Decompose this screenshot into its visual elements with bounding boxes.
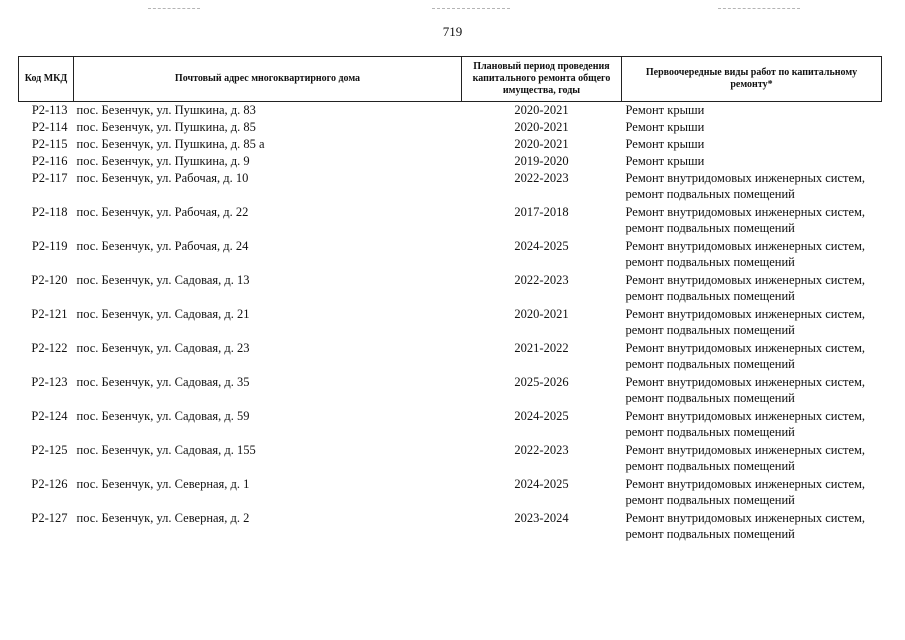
- row-address: пос. Безенчук, ул. Пушкина, д. 85: [76, 120, 256, 134]
- row-works: [622, 102, 882, 120]
- works-line-1: Ремонт крыши: [625, 120, 705, 134]
- header-code: Код МКД: [19, 57, 74, 102]
- row-works: [622, 136, 882, 153]
- row-code: Р2-127: [31, 511, 68, 525]
- row-period: 2021-2022: [514, 341, 569, 355]
- row-address: пос. Безенчук, ул. Садовая, д. 35: [76, 375, 250, 389]
- row-code: Р2-125: [31, 443, 68, 457]
- row-code: Р2-123: [31, 375, 68, 389]
- row-works: [622, 119, 882, 136]
- table-row: [19, 204, 882, 238]
- table-row: [19, 170, 882, 204]
- row-code: Р2-117: [31, 171, 68, 185]
- row-address: пос. Безенчук, ул. Пушкина, д. 85 а: [76, 137, 265, 151]
- row-code: Р2-114: [31, 120, 68, 134]
- row-address: пос. Безенчук, ул. Пушкина, д. 83: [76, 103, 256, 117]
- works-line-1: Ремонт внутридомовых инженерных систем,: [625, 239, 866, 253]
- works-line-1: Ремонт внутридомовых инженерных систем,: [625, 341, 866, 355]
- table-row: [19, 102, 882, 120]
- row-address: пос. Безенчук, ул. Садовая, д. 155: [76, 443, 256, 457]
- row-works: [622, 153, 882, 170]
- works-line-1: Ремонт внутридомовых инженерных систем,: [625, 375, 866, 389]
- works-line-2: ремонт подвальных помещений: [625, 221, 795, 235]
- table-row: [19, 136, 882, 153]
- row-address: пос. Безенчук, ул. Рабочая, д. 24: [76, 239, 249, 253]
- row-works: [622, 170, 882, 204]
- works-line-2: ремонт подвальных помещений: [625, 527, 795, 541]
- scan-artifact-center: [432, 8, 510, 9]
- table-row: [19, 442, 882, 476]
- table-row: [19, 510, 882, 544]
- works-line-2: ремонт подвальных помещений: [625, 323, 795, 337]
- scan-artifact-left: [148, 8, 200, 9]
- header-period: Плановый период проведения капитального ремонта общего имущества, годы: [462, 57, 622, 102]
- works-line-2: ремонт подвальных помещений: [625, 187, 795, 201]
- table-row: [19, 238, 882, 272]
- works-line-1: Ремонт крыши: [625, 137, 705, 151]
- row-works: [622, 476, 882, 510]
- table-body: [19, 102, 882, 545]
- table-row: [19, 272, 882, 306]
- works-line-1: Ремонт внутридомовых инженерных систем,: [625, 443, 866, 457]
- row-address: пос. Безенчук, ул. Северная, д. 2: [76, 511, 250, 525]
- row-code: Р2-113: [31, 103, 68, 117]
- row-period: 2020-2021: [514, 103, 569, 117]
- table-row: [19, 306, 882, 340]
- row-address: пос. Безенчук, ул. Пушкина, д. 9: [76, 154, 250, 168]
- row-works: [622, 272, 882, 306]
- row-period: 2024-2025: [514, 409, 569, 423]
- row-code: Р2-116: [31, 154, 68, 168]
- header-address: Почтовый адрес многоквартирного дома: [74, 57, 462, 102]
- works-line-2: ремонт подвальных помещений: [625, 391, 795, 405]
- row-period: 2024-2025: [514, 477, 569, 491]
- row-address: пос. Безенчук, ул. Рабочая, д. 10: [76, 171, 249, 185]
- row-address: пос. Безенчук, ул. Садовая, д. 21: [76, 307, 250, 321]
- works-line-2: ремонт подвальных помещений: [625, 357, 795, 371]
- row-works: [622, 306, 882, 340]
- row-address: пос. Безенчук, ул. Садовая, д. 13: [76, 273, 250, 287]
- row-period: 2020-2021: [514, 120, 569, 134]
- row-period: 2017-2018: [514, 205, 569, 219]
- row-period: 2019-2020: [514, 154, 569, 168]
- row-works: [622, 238, 882, 272]
- table-row: [19, 340, 882, 374]
- works-line-2: ремонт подвальных помещений: [625, 255, 795, 269]
- works-line-1: Ремонт внутридомовых инженерных систем,: [625, 307, 866, 321]
- row-period: 2025-2026: [514, 375, 569, 389]
- works-line-1: Ремонт внутридомовых инженерных систем,: [625, 273, 866, 287]
- row-period: 2024-2025: [514, 239, 569, 253]
- row-code: Р2-121: [31, 307, 68, 321]
- row-code: Р2-122: [31, 341, 68, 355]
- row-works: [622, 408, 882, 442]
- works-line-1: Ремонт внутридомовых инженерных систем,: [625, 511, 866, 525]
- works-line-1: Ремонт внутридомовых инженерных систем,: [625, 409, 866, 423]
- table-header: [19, 57, 882, 102]
- row-code: Р2-115: [31, 137, 68, 151]
- table-row: [19, 119, 882, 136]
- capital-repair-table: [18, 56, 882, 544]
- works-line-1: Ремонт внутридомовых инженерных систем,: [625, 171, 866, 185]
- row-code: Р2-119: [31, 239, 68, 253]
- works-line-1: Ремонт крыши: [625, 154, 705, 168]
- works-line-2: ремонт подвальных помещений: [625, 425, 795, 439]
- works-line-1: Ремонт внутридомовых инженерных систем,: [625, 477, 866, 491]
- row-address: пос. Безенчук, ул. Садовая, д. 23: [76, 341, 250, 355]
- works-line-1: Ремонт крыши: [625, 103, 705, 117]
- table-row: [19, 153, 882, 170]
- table-row: [19, 476, 882, 510]
- row-code: Р2-120: [31, 273, 68, 287]
- row-address: пос. Безенчук, ул. Северная, д. 1: [76, 477, 250, 491]
- works-line-2: ремонт подвальных помещений: [625, 289, 795, 303]
- row-period: 2022-2023: [514, 171, 569, 185]
- row-period: 2022-2023: [514, 273, 569, 287]
- row-code: Р2-118: [31, 205, 68, 219]
- row-address: пос. Безенчук, ул. Садовая, д. 59: [76, 409, 250, 423]
- row-code: Р2-124: [31, 409, 68, 423]
- header-works: Первоочередные виды работ по капитальному ремонту*: [622, 57, 882, 102]
- row-code: Р2-126: [31, 477, 68, 491]
- row-period: 2023-2024: [514, 511, 569, 525]
- works-line-1: Ремонт внутридомовых инженерных систем,: [625, 205, 866, 219]
- table-row: [19, 374, 882, 408]
- table-row: [19, 408, 882, 442]
- scan-artifact-right: [718, 8, 800, 9]
- row-works: [622, 374, 882, 408]
- row-works: [622, 510, 882, 544]
- works-line-2: ремонт подвальных помещений: [625, 459, 795, 473]
- works-line-2: ремонт подвальных помещений: [625, 493, 795, 507]
- row-period: 2022-2023: [514, 443, 569, 457]
- row-period: 2020-2021: [514, 137, 569, 151]
- row-works: [622, 340, 882, 374]
- row-period: 2020-2021: [514, 307, 569, 321]
- row-works: [622, 442, 882, 476]
- row-address: пос. Безенчук, ул. Рабочая, д. 22: [76, 205, 249, 219]
- page-number: 719: [442, 24, 463, 39]
- row-works: [622, 204, 882, 238]
